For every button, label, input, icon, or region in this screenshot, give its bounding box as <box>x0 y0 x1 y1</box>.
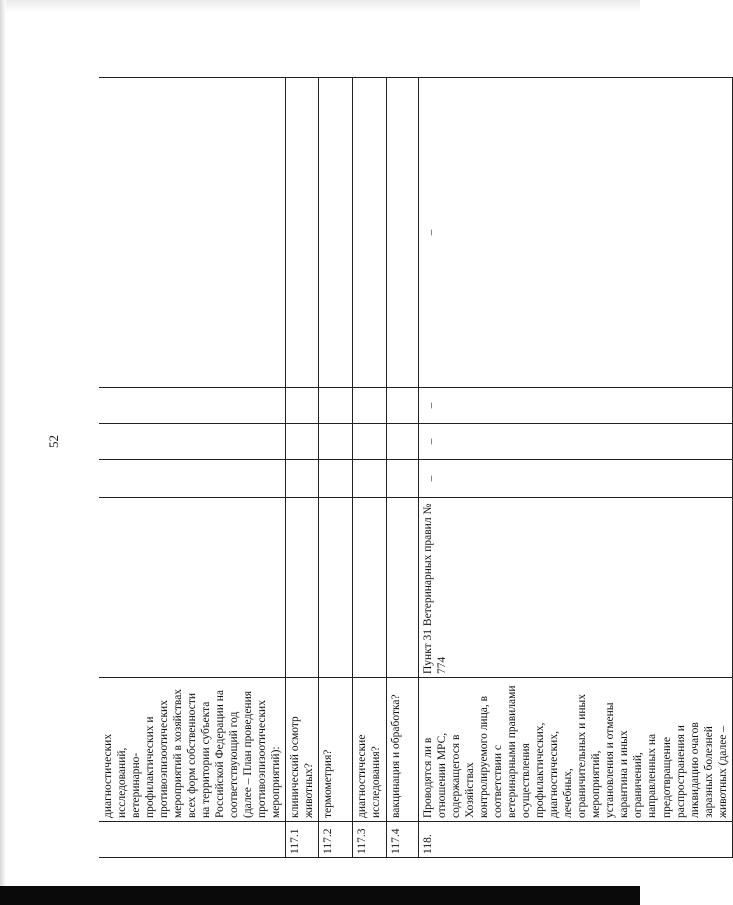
note-cell <box>387 78 419 388</box>
answer-na-cell <box>319 388 353 424</box>
answer-yes-cell <box>353 460 387 498</box>
row-number <box>99 822 286 858</box>
row-number: 118. <box>419 822 732 858</box>
question-cell: диагностические исследования? <box>353 678 387 822</box>
answer-no-cell <box>353 424 387 460</box>
question-cell: вакцинация и обработка? <box>387 678 419 822</box>
note-cell <box>99 78 286 388</box>
reference-cell <box>99 498 286 678</box>
answer-na-cell <box>353 388 387 424</box>
note-cell <box>319 78 353 388</box>
row-number: 117.1 <box>286 822 319 858</box>
page-number: 52 <box>46 435 61 448</box>
table-row <box>319 78 353 858</box>
note-cell <box>353 78 387 388</box>
table-row <box>419 78 732 858</box>
answer-na-cell <box>99 388 286 424</box>
reference-cell: Пункт 31 Ветеринарных правил № 774 <box>419 498 732 678</box>
answer-yes-cell <box>99 460 286 498</box>
answer-no-cell <box>319 424 353 460</box>
table-row <box>99 78 286 858</box>
row-number: 117.4 <box>387 822 419 858</box>
reference-cell <box>353 498 387 678</box>
reference-cell <box>286 498 319 678</box>
answer-no-cell <box>286 424 319 460</box>
answer-no-cell <box>387 424 419 460</box>
answer-na-cell <box>286 388 319 424</box>
answer-yes-cell <box>387 460 419 498</box>
reference-cell <box>319 498 353 678</box>
table-row <box>353 78 387 858</box>
answer-yes-cell: – <box>419 460 732 498</box>
table-row <box>387 78 419 858</box>
checklist-table-rotated <box>99 78 729 858</box>
answer-na-cell: – <box>419 388 732 424</box>
question-cell: диагностических исследований, ветеринарно-профилактических и противоэпизоотических мероприятий в хозяйствах всех форм собственности на территории субъекта Российской Федерации на соответствующий год (далее – План проведения противоэпизоотических мероприятий): <box>99 678 286 822</box>
note-cell: – <box>419 78 732 388</box>
scan-shadow-top <box>0 0 640 12</box>
answer-na-cell <box>387 388 419 424</box>
scan-shadow-left <box>0 0 6 905</box>
row-number: 117.2 <box>319 822 353 858</box>
answer-yes-cell <box>286 460 319 498</box>
answer-yes-cell <box>319 460 353 498</box>
checklist-table <box>99 77 733 858</box>
note-cell <box>286 78 319 388</box>
table-row <box>286 78 319 858</box>
row-number: 117.3 <box>353 822 387 858</box>
question-cell: термометрия? <box>319 678 353 822</box>
answer-no-cell <box>99 424 286 460</box>
question-cell: клинический осмотр животных? <box>286 678 319 822</box>
scan-border-bottom <box>0 886 640 905</box>
answer-no-cell: – <box>419 424 732 460</box>
question-cell: Проводятся ли в отношении МРС, содержащегося в Хозяйствах контролируемого лица, в соответствии с ветеринарными правилами осуществления профилактических, диагностических, лечебных, ограничительных и иных мероприятий, установления и отмены карантина и иных ограничений, направленных на предотвращение распространения и ликвидацию очагов заразных болезней животных (далее – <box>419 678 732 822</box>
reference-cell <box>387 498 419 678</box>
